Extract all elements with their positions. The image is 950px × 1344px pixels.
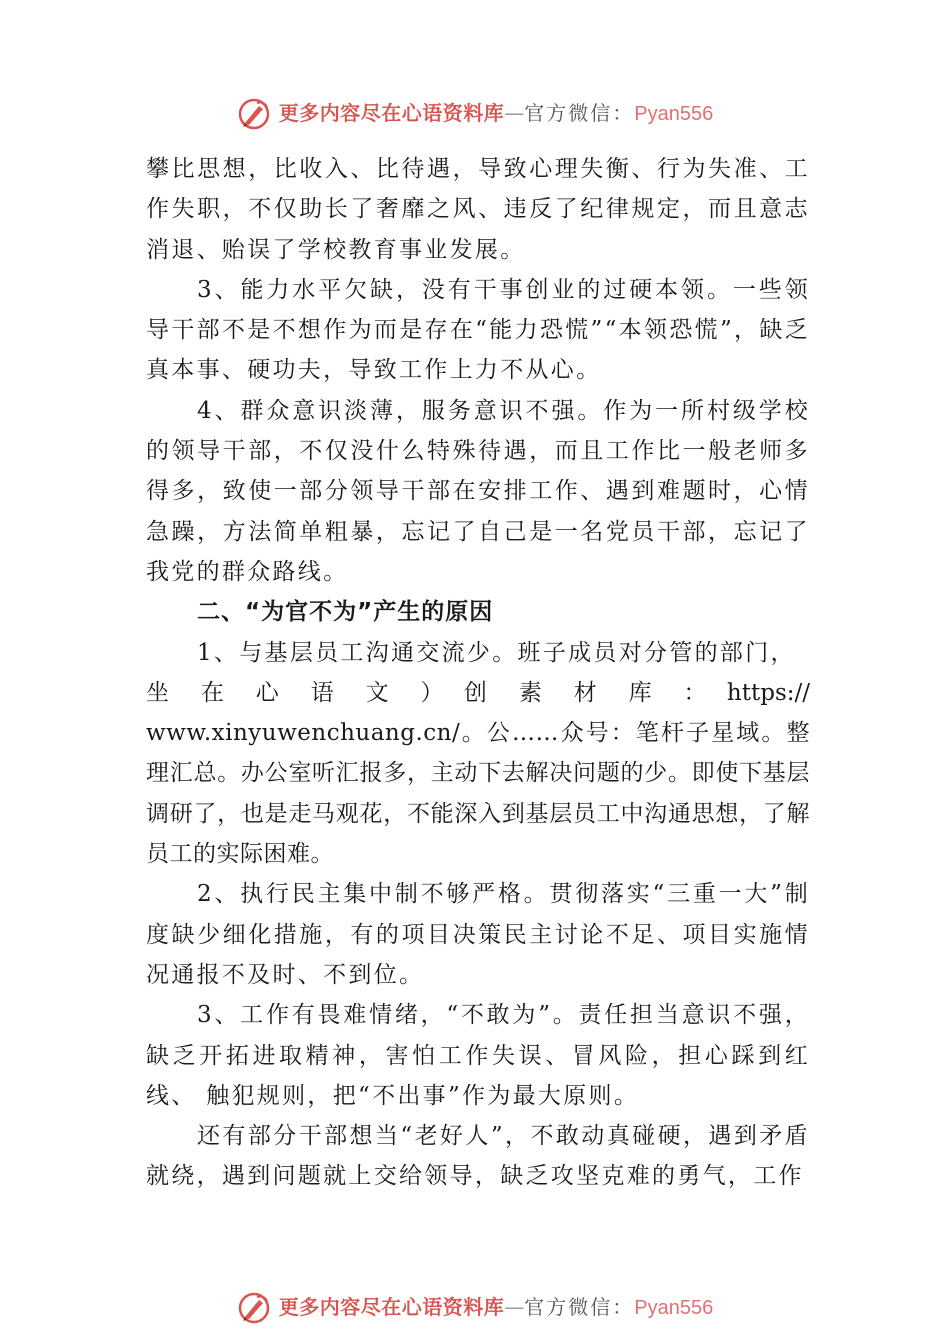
paragraph-4-line-2: 坐 在 心 语 文 ） 创 素 材 库 ： https:// <box>146 679 810 706</box>
footer-text <box>279 1290 713 1325</box>
paragraph-7: 还有部分干部想当“老好人”，不敢动真碰硬，遇到矛盾就绕，遇到问题就上交给领导，缺乏攻坚克难的勇气，工作 <box>146 1123 810 1190</box>
header-text <box>279 96 713 131</box>
section-heading: 二、“为官不为”产生的原因 <box>197 599 494 626</box>
footer-brand: 更多内容尽在心语资料库 <box>278 1295 505 1319</box>
pen-circle-logo-icon <box>237 97 271 131</box>
footer-official-label: 官方微信： <box>524 1295 635 1319</box>
paragraph-6: 3、工作有畏难情绪，“不敢为”。责任担当意识不强，缺乏开拓进取精神，害怕工作失误、冒风险，担心踩到红线、 触犯规则，把“不出事”作为最大原则。 <box>146 1002 810 1109</box>
header-dash: — <box>504 101 525 125</box>
pen-circle-logo-icon <box>237 1291 271 1325</box>
header-wechat-id: Pyan556 <box>634 103 714 125</box>
footer-wechat-id: Pyan556 <box>634 1297 714 1319</box>
header-official-label: 官方微信： <box>524 101 635 125</box>
header-banner <box>0 96 950 131</box>
footer-banner <box>0 1290 950 1325</box>
paragraph-4-rest: www.xinyuwenchuang.cn/。公……众号：笔杆子星域。整理汇总。办公室听汇报多，主动下去解决问题的少。即使下基层调研了，也是走马观花，不能深入到基层员工中沟通思想，了解员工的实际困难。 <box>146 720 810 868</box>
document-body <box>146 149 810 1197</box>
header-brand: 更多内容尽在心语资料库 <box>278 101 505 125</box>
paragraph-5: 2、执行民主集中制不够严格。贯彻落实“三重一大”制度缺少细化措施，有的项目决策民主讨论不足、项目实施情况通报不及时、不到位。 <box>146 881 810 988</box>
paragraph-4-line-1: 1、与基层员工沟通交流少。班子成员对分管的部门， <box>197 639 796 666</box>
paragraph-1: 攀比思想，比收入、比待遇，导致心理失衡、行为失准、工作失职，不仅助长了奢靡之风、违反了纪律规定，而且意志消退、贻误了学校教育事业发展。 <box>146 156 810 263</box>
paragraph-3: 4、群众意识淡薄，服务意识不强。作为一所村级学校的领导干部，不仅没什么特殊待遇，而且工作比一般老师多得多，致使一部分领导干部在安排工作、遇到难题时，心情急躁，方法简单粗暴，忘记了自己是一名党员干部，忘记了我党的群众路线。 <box>146 397 810 585</box>
paragraph-2: 3、能力水平欠缺，没有干事创业的过硬本领。一些领导干部不是不想作为而是存在“能力恐慌”“本领恐慌”，缺乏真本事、硬功夫，导致工作上力不从心。 <box>146 276 810 384</box>
footer-dash: — <box>504 1295 525 1319</box>
